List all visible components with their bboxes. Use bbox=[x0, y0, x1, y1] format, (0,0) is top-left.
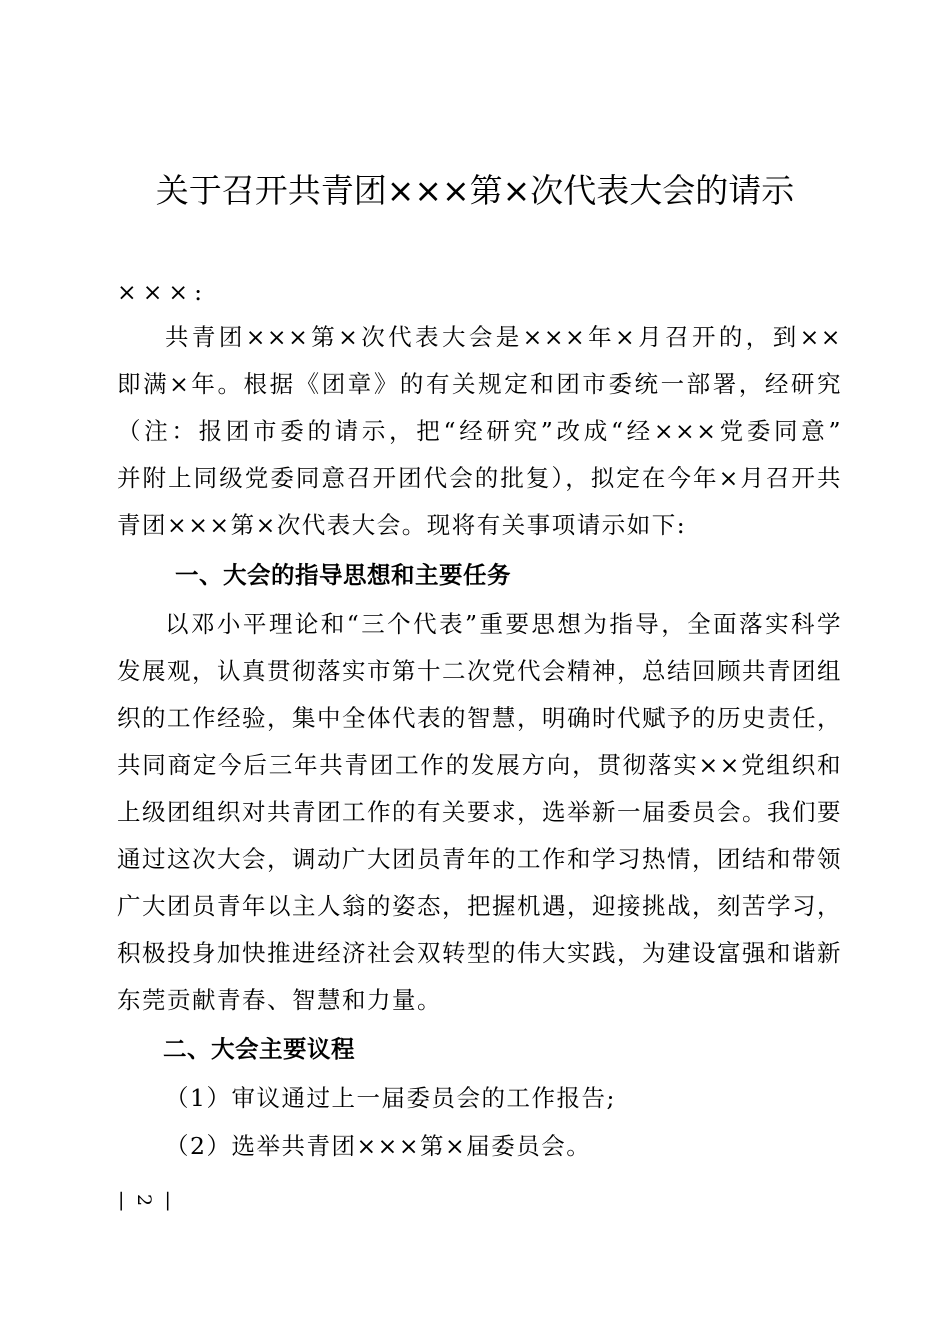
section1-line-2: 发展观，认真贯彻落实市第十二次党代会精神，总结回顾共青团组 bbox=[117, 657, 842, 685]
agenda-item-1: （1）审议通过上一届委员会的工作报告; bbox=[165, 1084, 616, 1112]
page-number: 2 bbox=[133, 1193, 156, 1207]
section1-line-3: 织的工作经验，集中全体代表的智慧，明确时代赋予的历史责任， bbox=[117, 704, 842, 732]
section1-line-5: 上级团组织对共青团工作的有关要求，选举新一届委员会。我们要 bbox=[117, 798, 842, 826]
section-heading-2: 二、大会主要议程 bbox=[163, 1035, 355, 1063]
salutation: ×××: bbox=[117, 278, 208, 306]
page-number-right-bar: | bbox=[164, 1189, 171, 1211]
intro-line-5: 青团×××第×次代表大会。现将有关事项请示如下: bbox=[117, 511, 687, 539]
section1-line-6: 通过这次大会，调动广大团员青年的工作和学习热情，团结和带领 bbox=[117, 845, 842, 873]
document-title: 关于召开共青团×××第×次代表大会的请示 bbox=[155, 171, 795, 210]
section1-line-9: 东莞贡献青春、智慧和力量。 bbox=[117, 986, 442, 1014]
intro-line-4: 并附上同级党委同意召开团代会的批复），拟定在今年×月召开共 bbox=[117, 464, 842, 492]
section1-line-4: 共同商定今后三年共青团工作的发展方向，贯彻落实××党组织和 bbox=[117, 751, 842, 779]
section-heading-1: 一、大会的指导思想和主要任务 bbox=[175, 561, 511, 589]
section1-line-7: 广大团员青年以主人翁的姿态，把握机遇，迎接挑战，刻苦学习， bbox=[117, 892, 842, 920]
section1-line-8: 积极投身加快推进经济社会双转型的伟大实践，为建设富强和谐新 bbox=[117, 939, 842, 967]
agenda-item-2: （2）选举共青团×××第×届委员会。 bbox=[165, 1132, 592, 1160]
intro-line-3: （注：报团市委的请示，把“经研究”改成“经×××党委同意” bbox=[117, 417, 842, 445]
intro-line-2: 即满×年。根据《团章》的有关规定和团市委统一部署，经研究 bbox=[117, 370, 842, 398]
page-number-left-bar: | bbox=[118, 1189, 125, 1211]
intro-line-1: 共青团×××第×次代表大会是×××年×月召开的，到×× bbox=[165, 323, 842, 351]
section1-line-1: 以邓小平理论和“三个代表”重要思想为指导，全面落实科学 bbox=[165, 610, 842, 638]
page-number-footer bbox=[118, 1185, 171, 1215]
